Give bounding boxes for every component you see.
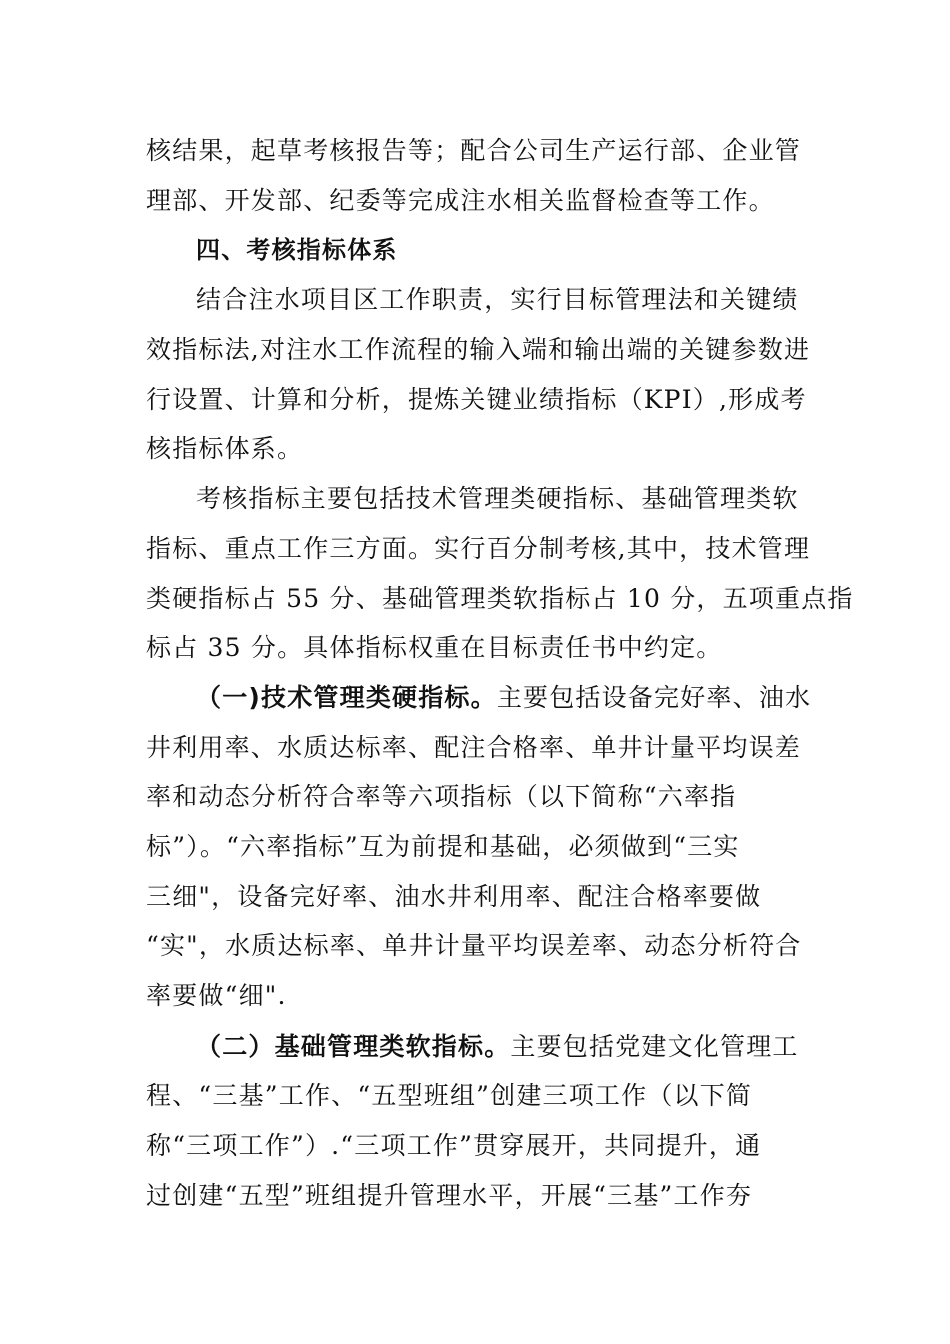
paragraph-line: 行设置、计算和分析，提炼关键业绩指标（KPI）,形成考 (146, 385, 807, 414)
subsection-text: 主要包括党建文化管理工 (510, 1032, 799, 1061)
paragraph-line: “实"，水质达标率、单井计量平均误差率、动态分析符合 (146, 931, 802, 960)
paragraph-line: 指标、重点工作三方面。实行百分制考核,其中，技术管理 (146, 534, 811, 563)
paragraph-line: 标占 35 分。具体指标权重在目标责任书中约定。 (146, 633, 723, 662)
subsection-title: （二）基础管理类软指标。 (196, 1032, 511, 1061)
paragraph-line: 结合注水项目区工作职责，实行目标管理法和关键绩 (196, 285, 799, 314)
paragraph-line: 率和动态分析符合率等六项指标（以下简称“六率指 (146, 782, 737, 811)
paragraph-line: 考核指标主要包括技术管理类硬指标、基础管理类软 (196, 484, 799, 513)
paragraph-line: 率要做“细". (146, 981, 287, 1010)
paragraph-line: 核指标体系。 (146, 434, 304, 463)
paragraph-line: 井利用率、水质达标率、配注合格率、单井计量平均误差 (146, 733, 802, 762)
paragraph-line: 三细"，设备完好率、油水井利用率、配注合格率要做 (146, 882, 762, 911)
paragraph-line: 核结果，起草考核报告等；配合公司生产运行部、企业管 (146, 136, 802, 165)
paragraph-line: 理部、开发部、纪委等完成注水相关监督检查等工作。 (146, 186, 775, 215)
paragraph-line: 过创建“五型”班组提升管理水平，开展“三基”工作夯 (146, 1181, 753, 1210)
paragraph-line: 程、“三基”工作、“五型班组”创建三项工作（以下简 (146, 1081, 753, 1110)
paragraph-line: 称“三项工作”）.“三项工作”贯穿展开，共同提升，通 (146, 1131, 762, 1160)
paragraph-line: 效指标法,对注水工作流程的输入端和输出端的关键参数进 (146, 335, 811, 364)
section-heading: 四、考核指标体系 (196, 236, 398, 264)
paragraph-line: 标”）。“六率指标”互为前提和基础，必须做到“三实 (146, 832, 740, 861)
paragraph-line: 类硬指标占 55 分、基础管理类软指标占 10 分，五项重点指 (146, 584, 854, 613)
subsection-line (196, 681, 876, 715)
subsection-title: （一)技术管理类硬指标。 (196, 683, 497, 712)
subsection-line (196, 1030, 876, 1064)
subsection-text: 主要包括设备完好率、油水 (496, 683, 812, 712)
